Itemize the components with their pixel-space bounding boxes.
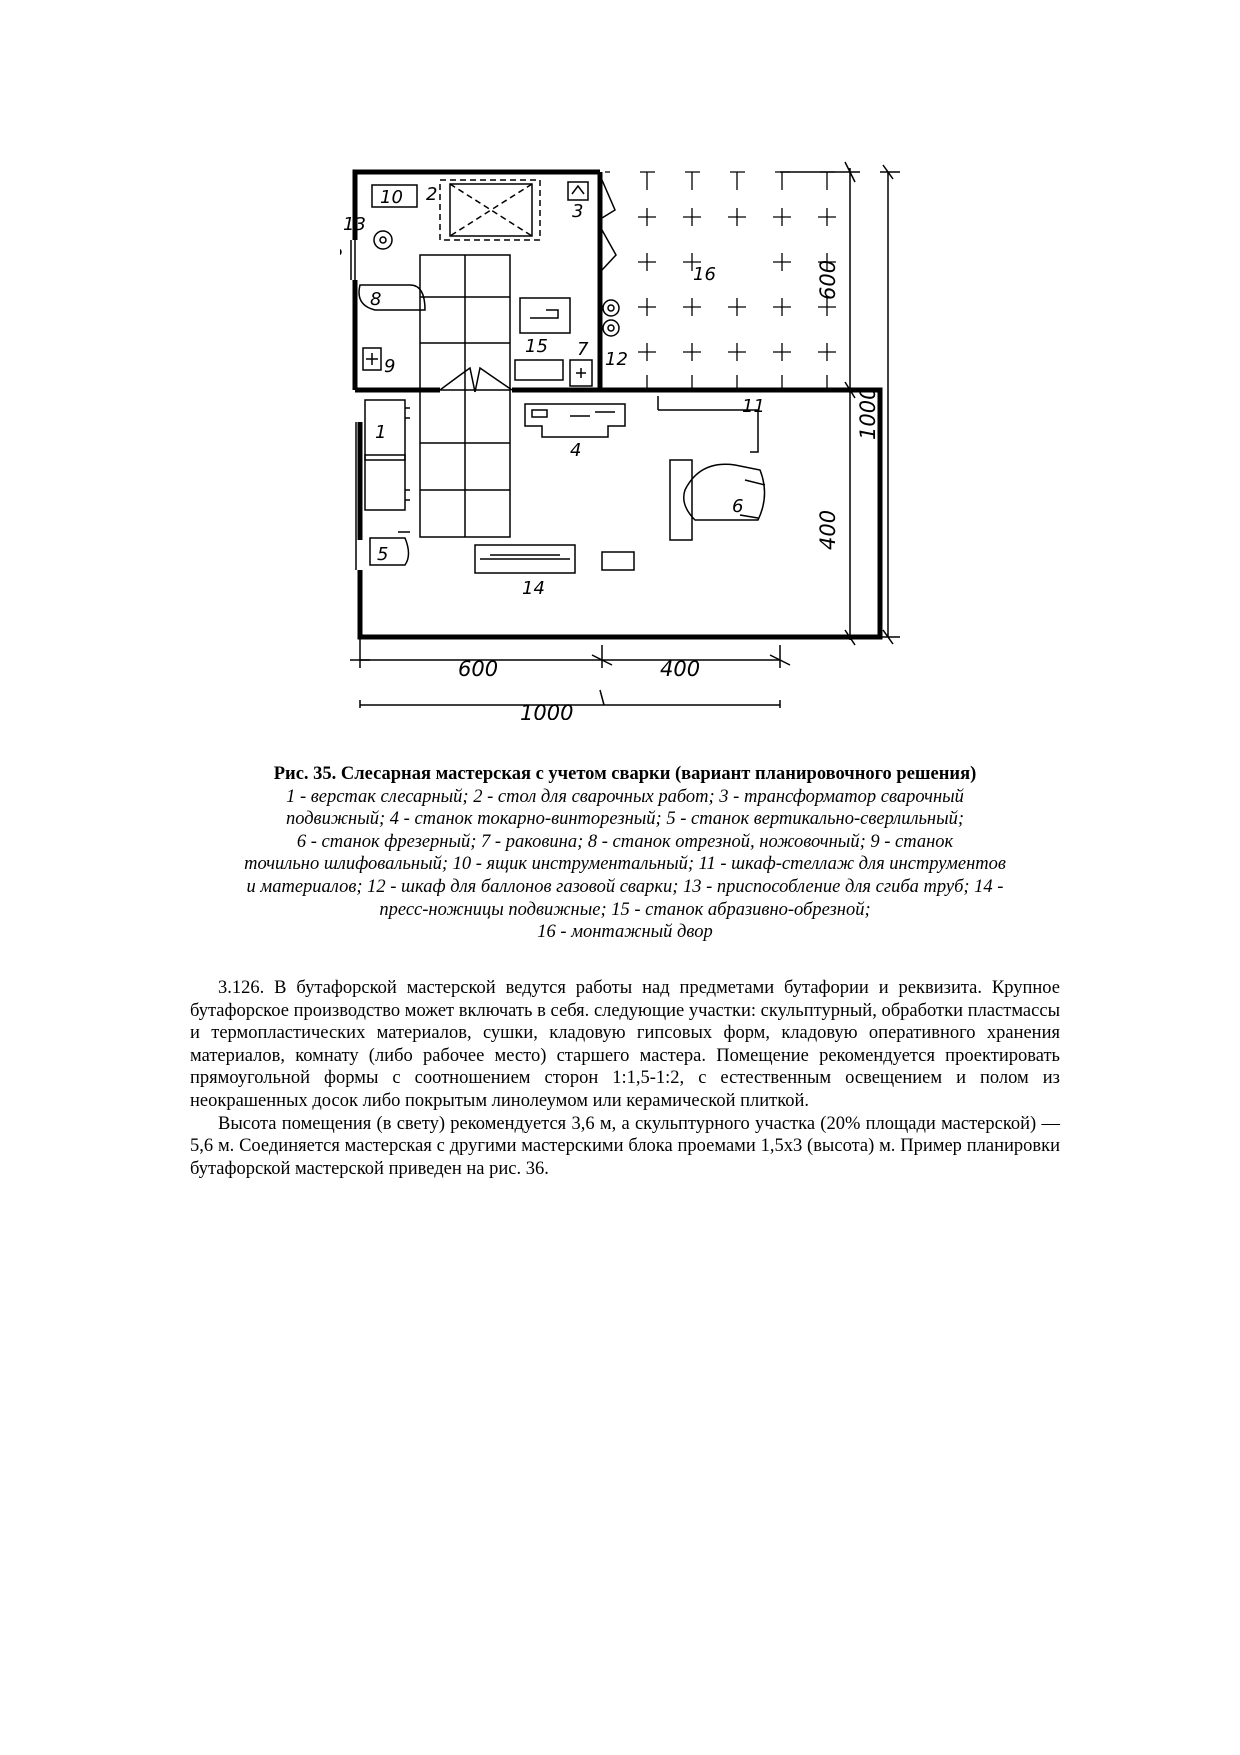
- dimension-right-upper: 600: [816, 259, 840, 300]
- body-text: [190, 977, 1060, 1180]
- caption-title: Рис. 35. Слесарная мастерская с учетом сварки (вариант планировочного решения): [273, 764, 977, 784]
- label-7: 7: [577, 339, 589, 360]
- label-12: 12: [605, 349, 628, 370]
- caption-legend-line: подвижный; 4 - станок токарно-винторезный; 5 - станок вертикально-сверлильный;: [285, 809, 965, 830]
- caption-legend-line: пресс-ножницы подвижные; 15 - станок абразивно-обрезной;: [379, 899, 871, 920]
- caption-legend-line: 1 - верстак слесарный; 2 - стол для сварочных работ; 3 - трансформатор сварочный: [286, 786, 964, 807]
- label-3: 3: [572, 201, 584, 222]
- paragraph: 3.126. В бутафорской мастерской ведутся работы над предметами бутафории и реквизита. Крупное бутафорское производство может включать в себя. следующие участки: скульптурный, обработки пластмассы и термопластических материалов, сушки, кладовую гипсовых форм, кладовую оперативного хранения материалов, комнату (либо рабочее место) старшего мастера. Помещение рекомендуется проектировать прямоугольной формы с соотношением сторон 1:1,5-1:2, с естественным освещением и полом из неокрашенных досок либо покрытым линолеумом или керамической плиткой.: [190, 978, 1060, 1111]
- label-8: 8: [370, 289, 382, 310]
- label-15: 15: [525, 336, 548, 357]
- dimension-bottom-total: 1000: [520, 701, 574, 720]
- label-11: 11: [742, 396, 765, 417]
- label-5: 5: [377, 544, 389, 565]
- caption-legend-line: 16 - монтажный двор: [537, 922, 713, 943]
- dimension-right-lower: 400: [816, 509, 840, 550]
- label-9: 9: [384, 356, 396, 377]
- caption-legend-line: точильно шлифовальный; 10 - ящик инструментальный; 11 - шкаф-стеллаж для инструментов: [244, 854, 1006, 875]
- label-2: 2: [426, 184, 438, 205]
- label-16: 16: [693, 264, 716, 285]
- dimension-right-total: 1000: [856, 386, 880, 440]
- caption-legend-line: 6 - станок фрезерный; 7 - раковина; 8 - станок отрезной, ножовочный; 9 - станок: [296, 831, 954, 852]
- floor-plan-drawing: [340, 160, 970, 720]
- label-1: 1: [375, 422, 387, 443]
- paragraph: Высота помещения (в свету) рекомендуется 3,6 м, а скульптурного участка (20% площади мастерской) — 5,6 м. Соединяется мастерская с другими мастерскими блока проемами 1,5x3 (высота) м. Пример планировки бутафорской мастерской приведен на рис. 36.: [190, 1113, 1060, 1179]
- label-13: 13: [343, 214, 366, 235]
- label-4: 4: [570, 440, 582, 461]
- label-10: 10: [380, 187, 403, 208]
- floor-plan-figure: [340, 160, 970, 720]
- caption-legend-line: и материалов; 12 - шкаф для баллонов газовой сварки; 13 - приспособление для сгиба труб; 14 -: [246, 876, 1004, 897]
- dimension-bottom-right: 400: [660, 657, 701, 681]
- label-6: 6: [732, 496, 744, 517]
- figure-caption: [190, 763, 1060, 944]
- dimension-bottom-left: 600: [458, 657, 499, 681]
- label-14: 14: [522, 578, 545, 599]
